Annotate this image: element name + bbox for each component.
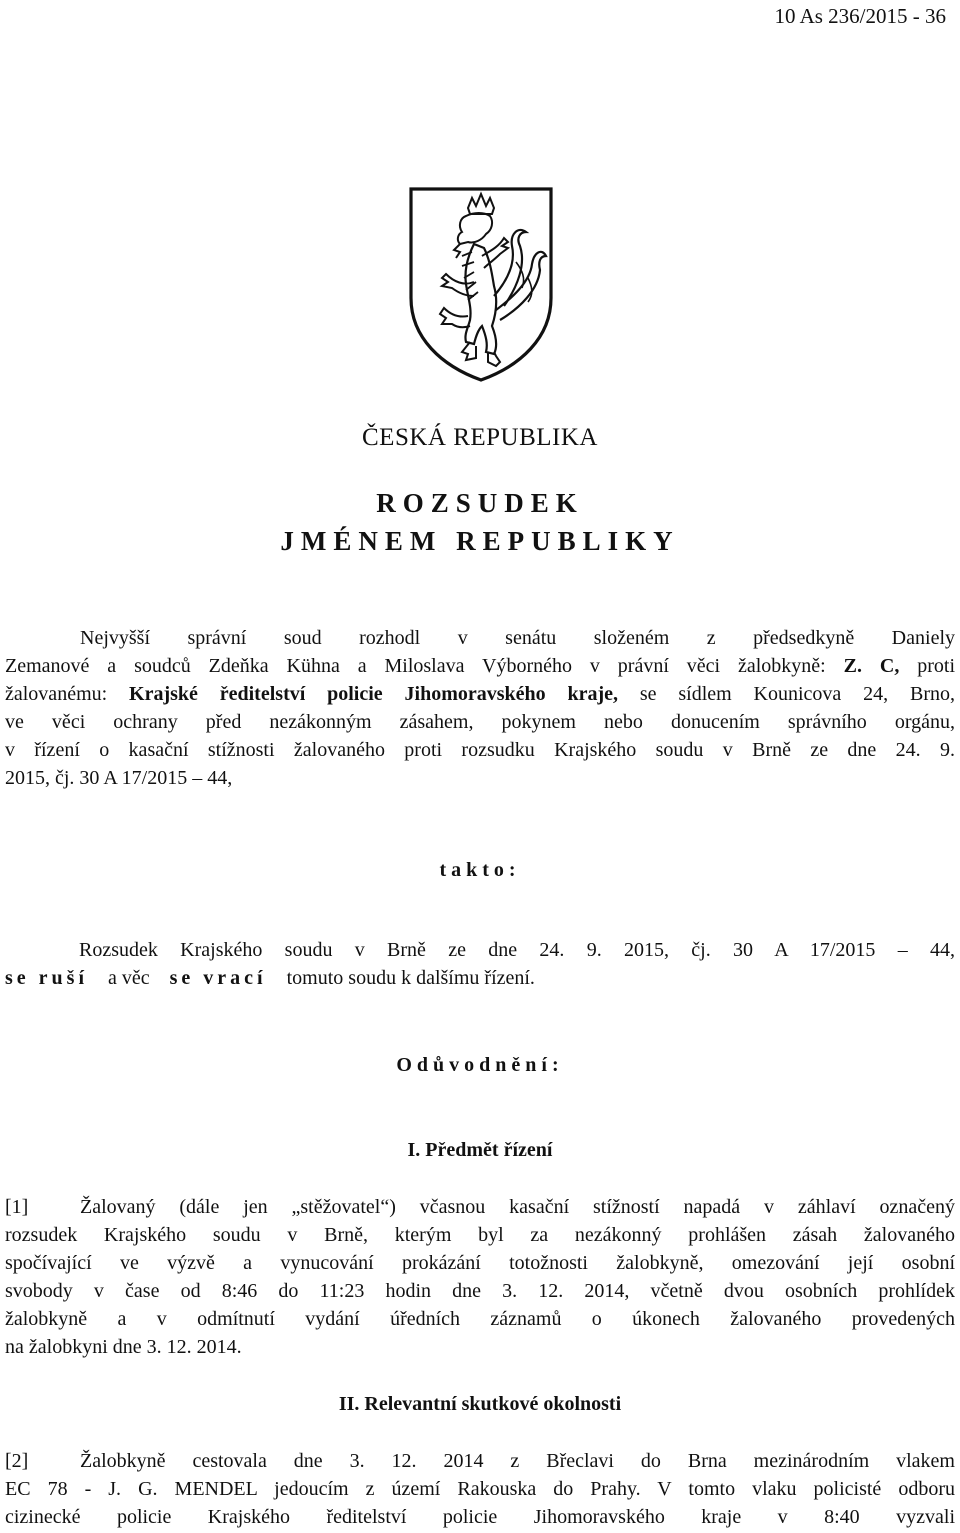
paragraph-line: rozsudek Krajského soudu v Brně, kterým byl za nezákonný prohlášen zásah žalovaného (5, 1224, 955, 1246)
paragraph-line: [2] Žalobkyně cestovala dne 3. 12. 2014 z Břeclavi do Brna mezinárodním vlakem (5, 1447, 955, 1475)
verdict-title: ROZSUDEK (376, 488, 584, 518)
se-vraci-text: se vrací (169, 967, 267, 989)
verdict-subtitle: JMÉNEM REPUBLIKY (280, 526, 680, 556)
operative-line: Rozsudek Krajského soudu v Brně ze dne 24. 9. 2015, čj. 30 A 17/2015 – 44, (79, 939, 955, 961)
intro-line: žalovanému: Krajské ředitelství policie Jihomoravského kraje, se sídlem Kounicova 24, Brno, (5, 683, 955, 705)
state-name: ČESKÁ REPUBLIKA (362, 424, 598, 451)
czech-lion-coat-of-arms-icon (408, 186, 554, 382)
section-heading-1: I. Předmět řízení (407, 1139, 553, 1161)
paragraph-2 (5, 1447, 955, 1531)
paragraph-line: [1] Žalovaný (dále jen „stěžovatel“) včasnou kasační stížností napadá v záhlaví označený (5, 1193, 955, 1221)
operative-line: se ruší a věc se vrací tomuto soudu k dalšímu řízení. (5, 967, 535, 989)
intro-line: 2015, čj. 30 A 17/2015 – 44, (5, 767, 233, 789)
takto-heading: takto: (439, 859, 521, 881)
paragraph-line: žalobkyně a v odmítnutí vydání úředních záznamů o úkonech žalovaného provedených (5, 1308, 955, 1330)
intro-line: ve věci ochrany před nezákonným zásahem, pokynem nebo donucením správního orgánu, (5, 711, 955, 733)
intro-line: Nejvyšší správní soud rozhodl v senátu složeném z předsedkyně Daniely (80, 627, 955, 649)
section-heading-2: II. Relevantní skutkové okolnosti (338, 1393, 622, 1415)
operative-paragraph (5, 936, 955, 992)
paragraph-line: spočívající ve výzvě a vynucování prokázání totožnosti žalobkyně, omezování její osobní (5, 1252, 955, 1274)
paragraph-1 (5, 1193, 955, 1361)
plaintiff-name: Z. C, (843, 655, 900, 677)
intro-line: v řízení o kasační stížnosti žalovaného proti rozsudku Krajského soudu v Brně ze dne 24. 9. (5, 739, 955, 761)
reasoning-heading: Odůvodnění: (396, 1054, 564, 1076)
se-rusi-text: se ruší (5, 967, 88, 989)
paragraph-number: [2] (5, 1450, 29, 1472)
paragraph-line: svobody v čase od 8:46 do 11:23 hodin dne 3. 12. 2014, včetně dvou osobních prohlídek (5, 1280, 955, 1302)
defendant-name: Krajské ředitelství policie Jihomoravského kraje, (129, 683, 619, 705)
paragraph-line: EC 78 - J. G. MENDEL jedoucím z území Rakouska do Prahy. V tomto vlaku policisté odboru (5, 1478, 955, 1500)
intro-line: Zemanové a soudců Zdeňka Kühna a Miloslava Výborného v právní věci žalobkyně: Z. C, proti (5, 655, 956, 677)
intro-paragraph (5, 624, 955, 792)
paragraph-line: cizinecké policie Krajského ředitelství policie Jihomoravského kraje v 8:40 vyzvali (5, 1506, 955, 1528)
paragraph-line: na žalobkyni dne 3. 12. 2014. (5, 1336, 242, 1358)
case-number: 10 As 236/2015 - 36 (774, 4, 946, 28)
paragraph-number: [1] (5, 1196, 29, 1218)
